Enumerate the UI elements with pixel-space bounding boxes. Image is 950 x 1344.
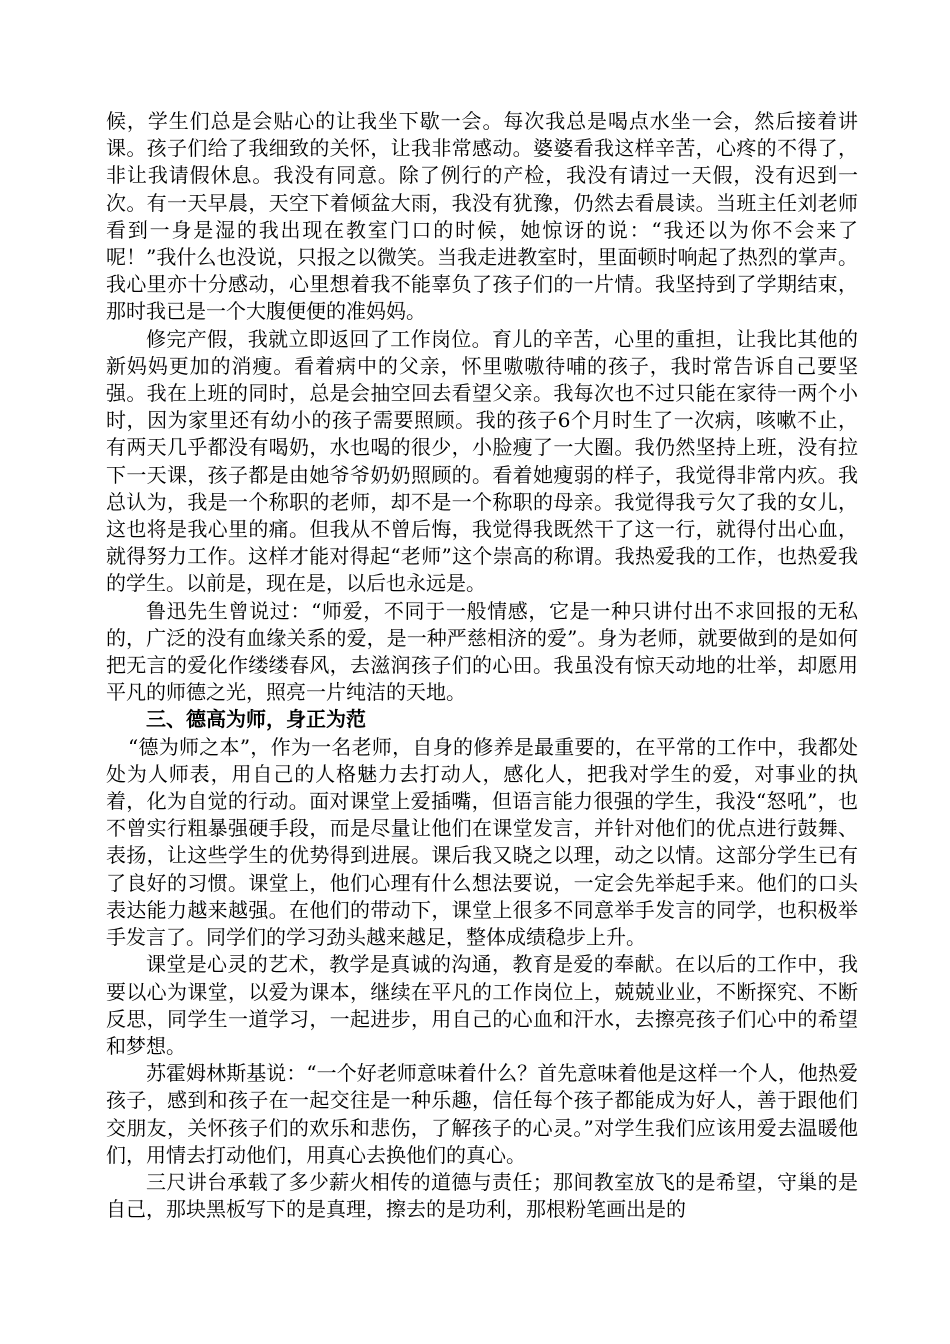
document-page	[106, 108, 858, 1223]
paragraph-5: 课堂是心灵的艺术，教学是真诚的沟通，教育是爱的奉献。在以后的工作中，我要以心为课堂，以爱为课本，继续在平凡的工作岗位上，兢兢业业，不断探究、不断反思，同学生一道学习，一起进步，用自己的心血和汗水，去擦亮孩子们心中的希望和梦想。	[106, 952, 858, 1058]
paragraph-2: 修完产假，我就立即返回了工作岗位。育儿的辛苦，心里的重担，让我比其他的新妈妈更加的消瘦。看着病中的父亲，怀里嗷嗷待哺的孩子，我时常告诉自己要坚强。我在上班的同时，总是会抽空回去看望父亲。我每次也不过只能在家待一两个小时，因为家里还有幼小的孩子需要照顾。我的孩子6个月时生了一次病，咳嗽不止，有两天几乎都没有喝奶，水也喝的很少，小脸瘦了一大圈。我仍然坚持上班，没有拉下一天课，孩子都是由她爷爷奶奶照顾的。看着她瘦弱的样子，我觉得非常内疚。我总认为，我是一个称职的老师，却不是一个称职的母亲。我觉得我亏欠了我的女儿，这也将是我心里的痛。但我从不曾后悔，我觉得我既然干了这一行，就得付出心血，就得努力工作。这样才能对得起“老师”这个崇高的称谓。我热爱我的工作，也热爱我的学生。以前是，现在是，以后也永远是。	[106, 326, 858, 596]
paragraph-1: 候，学生们总是会贴心的让我坐下歇一会。每次我总是喝点水坐一会，然后接着讲课。孩子们给了我细致的关怀，让我非常感动。婆婆看我这样辛苦，心疼的不得了，非让我请假休息。我没有同意。除了例行的产检，我没有请过一天假，没有迟到一次。有一天早晨，天空下着倾盆大雨，我没有犹豫，仍然去看晨读。当班主任刘老师看到一身是湿的我出现在教室门口的时候，她惊讶的说：“我还以为你不会来了呢！”我什么也没说，只报之以微笑。当我走进教室时，里面顿时响起了热烈的掌声。我心里亦十分感动，心里想着我不能辜负了孩子们的一片情。我坚持到了学期结束，那时我已是一个大腹便便的准妈妈。	[106, 109, 858, 324]
paragraph-7: 三尺讲台承载了多少薪火相传的道德与责任；那间教室放飞的是希望，守巢的是自己，那块黑板写下的是真理，擦去的是功利，那根粉笔画出是的	[106, 1169, 858, 1222]
paragraph-3: 鲁迅先生曾说过：“师爱，不同于一般情感，它是一种只讲付出不求回报的无私的，广泛的没有血缘关系的爱，是一种严慈相济的爱”。身为老师，就要做到的是如何把无言的爱化作缕缕春风，去滋润孩子们的心田。我虽没有惊天动地的壮举，却愿用平凡的师德之光，照亮一片纯洁的天地。	[106, 598, 858, 705]
paragraph-6: 苏霍姆林斯基说：“一个好老师意味着什么？首先意味着他是这样一个人，他热爱孩子，感到和孩子在一起交往是一种乐趣，信任每个孩子都能成为好人，善于跟他们交朋友，关怀孩子们的欢乐和悲伤，了解孩子的心灵。”对学生我们应该用爱去温暖他们，用情去打动他们，用真心去换他们的真心。	[106, 1061, 858, 1167]
paragraph-4: “德为师之本”，作为一名老师，自身的修养是最重要的，在平常的工作中，我都处处为人师表，用自己的人格魅力去打动人，感化人，把我对学生的爱，对事业的执着，化为自觉的行动。面对课堂上爱插嘴，但语言能力很强的学生，我没“怒吼”，也不曾实行粗暴强硬手段，而是尽量让他们在课堂发言，并针对他们的优点进行鼓舞、表扬，让这些学生的优势得到进展。课后我又晓之以理，动之以情。这部分学生已有了良好的习惯。课堂上，他们心理有什么想法要说，一定会先举起手来。他们的口头表达能力越来越强。在他们的带动下，课堂上很多不同意举手发言的同学，也积极举手发言了。同学们的学习劲头越来越足，整体成绩稳步上升。	[106, 734, 858, 950]
section-heading: 三、德高为师，身正为范	[146, 707, 366, 732]
